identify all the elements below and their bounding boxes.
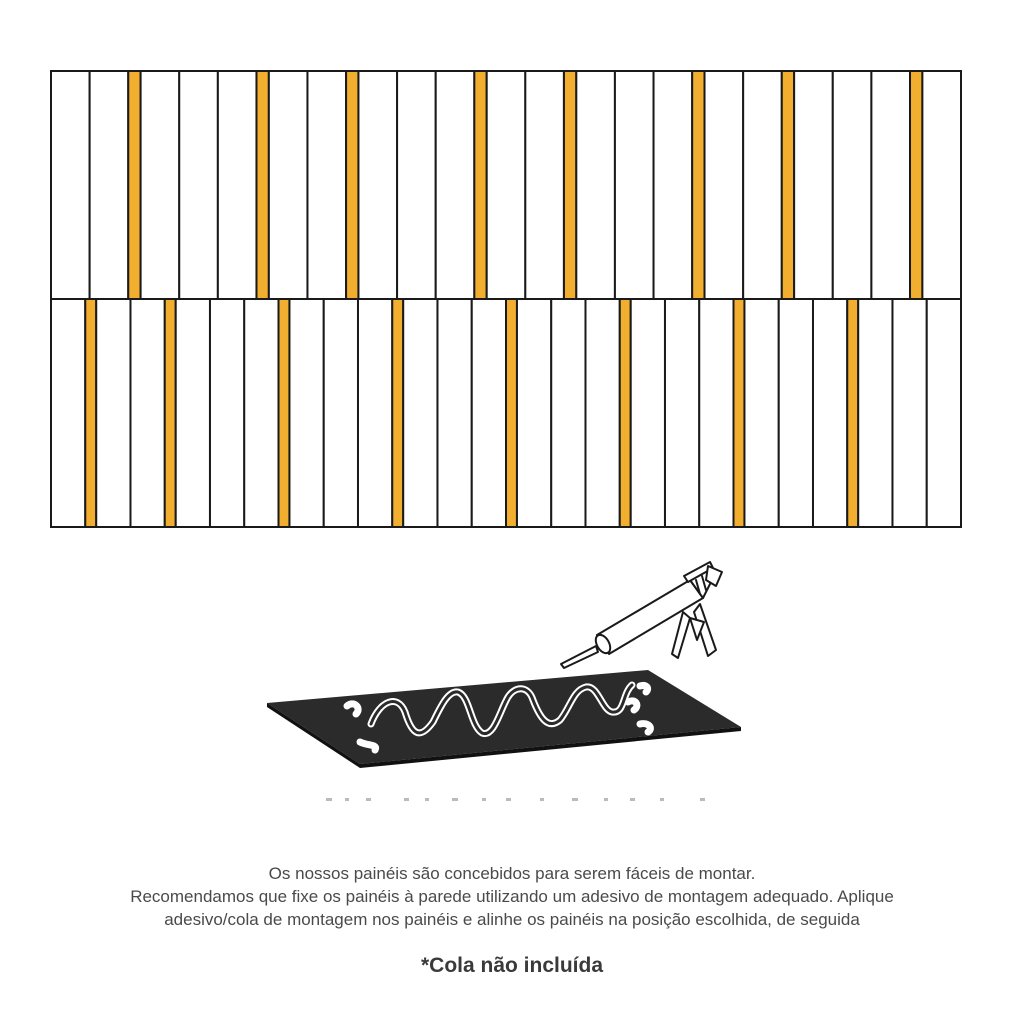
accent-slat	[506, 299, 517, 527]
top-panel-row	[51, 71, 961, 299]
white-slat	[585, 299, 619, 527]
white-slat	[551, 299, 585, 527]
accent-slat	[85, 299, 96, 527]
description-line-3: adesivo/cola de montagem nos painéis e alinhe os painéis na posição escolhida, de seguida	[164, 910, 860, 929]
cropped-caption-remnant	[326, 798, 705, 801]
accent-slat	[256, 71, 268, 299]
white-slat	[218, 71, 257, 299]
accent-slat	[392, 299, 403, 527]
white-slat	[576, 71, 615, 299]
description-line-2: Recomendamos que fixe os painéis à parede utilizando um adesivo de montagem adequado. Aplique	[130, 887, 894, 906]
accent-slat	[279, 299, 290, 527]
white-slat	[307, 71, 346, 299]
white-slat	[51, 71, 90, 299]
accent-slat	[847, 299, 858, 527]
white-slat	[210, 299, 244, 527]
white-slat	[289, 299, 323, 527]
white-slat	[813, 299, 847, 527]
white-slat	[244, 299, 278, 527]
white-slat	[654, 71, 693, 299]
white-slat	[779, 299, 813, 527]
assembly-description	[0, 862, 1024, 931]
accent-slat	[734, 299, 745, 527]
white-slat	[871, 71, 910, 299]
accent-slat	[346, 71, 358, 299]
white-slat	[403, 299, 437, 527]
white-slat	[699, 299, 733, 527]
accent-slat	[474, 71, 486, 299]
white-slat	[179, 71, 218, 299]
bottom-panel-row	[51, 299, 961, 527]
accent-slat	[692, 71, 704, 299]
white-slat	[176, 299, 210, 527]
white-slat	[51, 299, 85, 527]
white-slat	[927, 299, 961, 527]
accent-slat	[620, 299, 631, 527]
accent-slat	[564, 71, 576, 299]
accent-slat	[128, 71, 140, 299]
white-slat	[743, 71, 782, 299]
white-slat	[358, 71, 397, 299]
white-slat	[141, 71, 180, 299]
accent-slat	[782, 71, 794, 299]
glue-application-illustration	[0, 540, 1024, 810]
white-slat	[794, 71, 833, 299]
caulk-gun-icon	[561, 562, 722, 668]
white-slat	[436, 71, 475, 299]
white-slat	[472, 299, 506, 527]
panel-board	[267, 670, 741, 768]
white-slat	[744, 299, 778, 527]
white-slat	[525, 71, 564, 299]
white-slat	[615, 71, 654, 299]
white-slat	[96, 299, 130, 527]
white-slat	[665, 299, 699, 527]
description-line-1: Os nossos painéis são concebidos para serem fáceis de montar.	[268, 864, 756, 883]
accent-slat	[165, 299, 176, 527]
accent-slat	[910, 71, 922, 299]
white-slat	[833, 71, 872, 299]
white-slat	[324, 299, 358, 527]
white-slat	[269, 71, 308, 299]
white-slat	[487, 71, 526, 299]
white-slat	[517, 299, 551, 527]
white-slat	[397, 71, 436, 299]
white-slat	[631, 299, 665, 527]
white-slat	[90, 71, 129, 299]
white-slat	[922, 71, 961, 299]
white-slat	[358, 299, 392, 527]
white-slat	[705, 71, 744, 299]
glue-not-included-note: *Cola não incluída	[420, 954, 604, 977]
white-slat	[130, 299, 164, 527]
white-slat	[858, 299, 892, 527]
white-slat	[892, 299, 926, 527]
white-slat	[437, 299, 471, 527]
